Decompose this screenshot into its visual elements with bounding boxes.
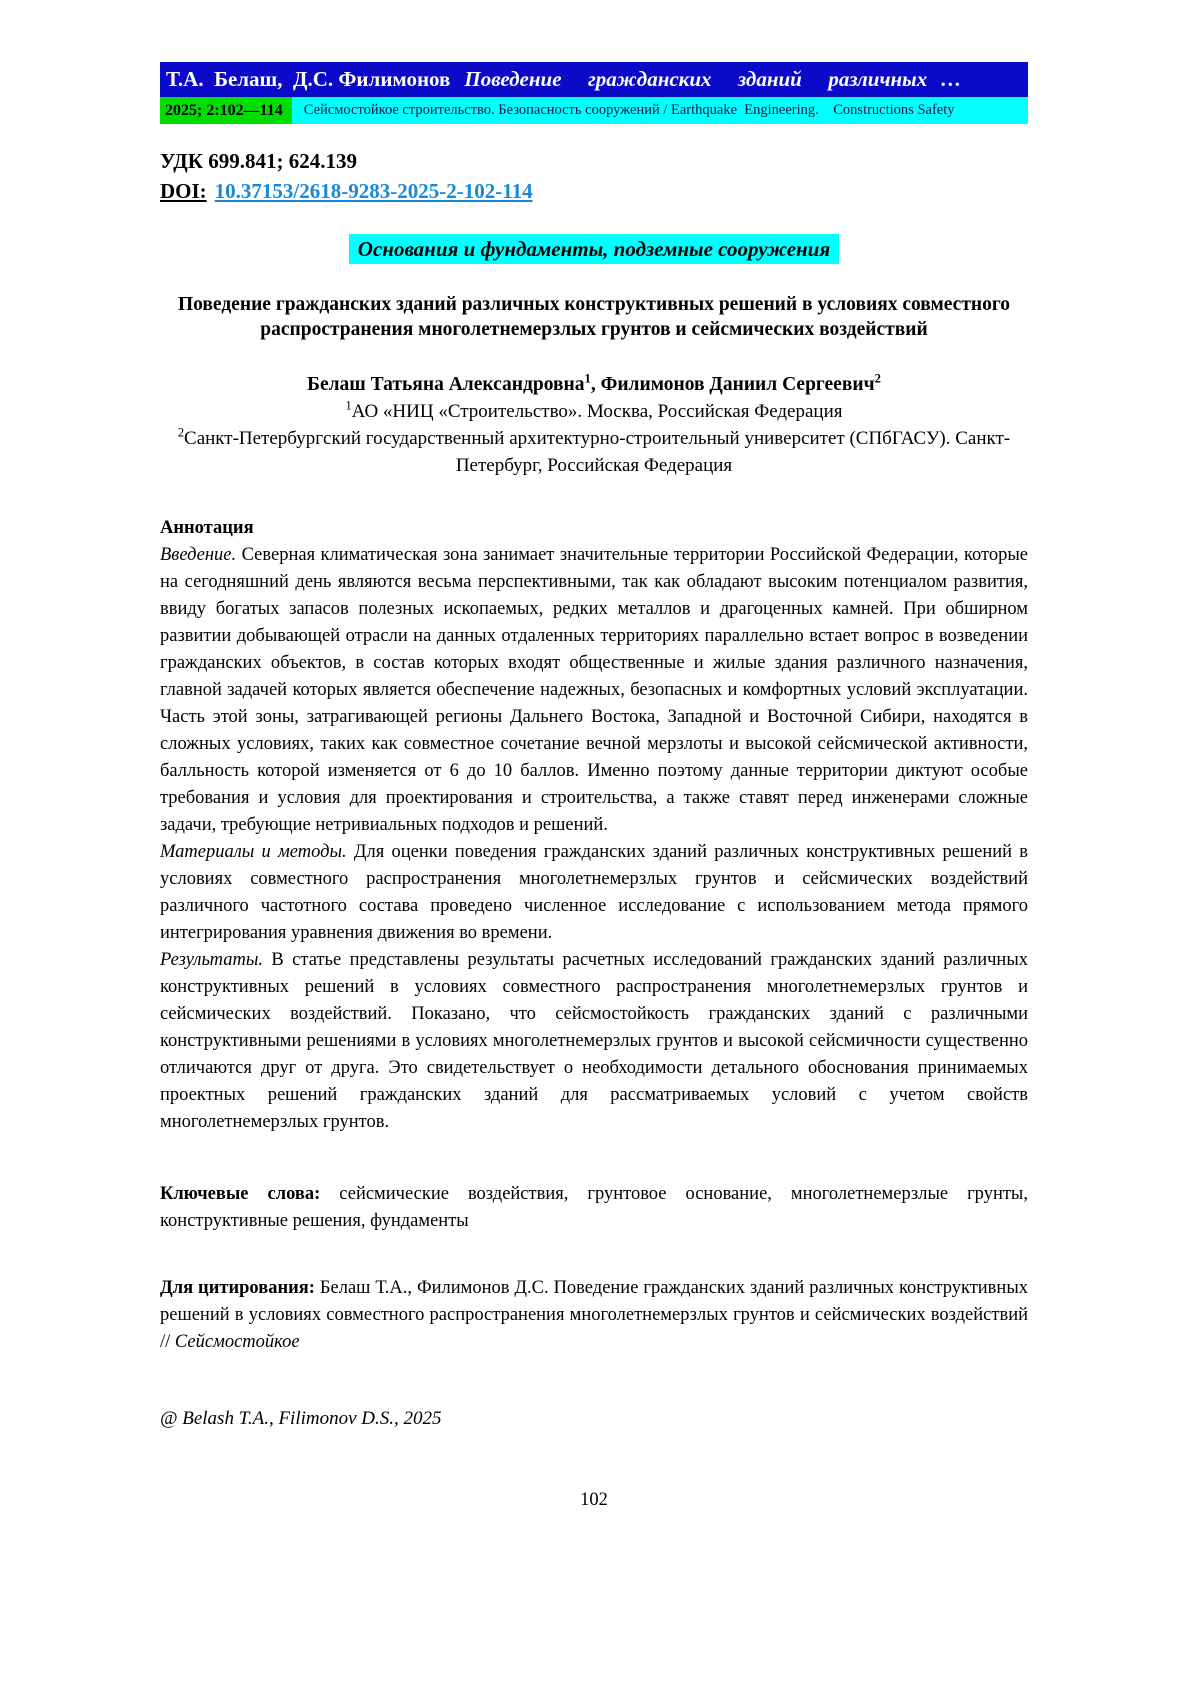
citation-line — [160, 1275, 1028, 1356]
affiliation-1 — [160, 398, 1028, 425]
author-2: Филимонов Даниил Сергеевич — [600, 374, 875, 395]
abstract-results-text: В статье представлены результаты расчетных исследований гражданских зданий различных конструктивных решений в условиях совместного распространения многолетнемерзлых грунтов и сейсмических воздействий. Показано, что сейсмостойкость гражданских зданий с различными конструктивными решениями в условиях многолетнемерзлых грунтов и высокой сейсмичности существенно отличаются друг от друга. Это свидетельствует о необходимости детального обоснования принимаемых проектных решений гражданских зданий для рассматриваемых условий с учетом свойств многолетнемерзлых грунтов. — [160, 950, 1029, 1132]
citation-journal-italic: Сейсмостойкое — [174, 1332, 300, 1352]
abstract-results-label: Результаты. — [160, 950, 263, 970]
keywords-text: сейсмические воздействия, грунтовое основание, многолетнемерзлые грунты, конструктивные решения, фундаменты — [160, 1184, 1028, 1231]
abstract-materials-methods-label: Материалы и методы. — [160, 842, 347, 862]
running-header-blue-band — [160, 62, 1028, 97]
running-header — [160, 62, 1028, 124]
section-heading: Основания и фундаменты, подземные сооружения — [349, 234, 839, 264]
page-content — [160, 62, 1028, 1511]
running-header-title: Поведение гражданских зданий различных … — [464, 67, 962, 91]
abstract-results — [160, 947, 1028, 1136]
doi-label: DOI: — [160, 179, 207, 203]
citation-text: Белаш Т.А., Филимонов Д.С. Поведение гражданских зданий различных конструктивных решений в условиях совместного распространения многолетнемерзлых грунтов и сейсмических воздействий // — [160, 1278, 1028, 1352]
affiliation-2 — [160, 425, 1028, 479]
authors-separator: , — [590, 374, 601, 395]
citation-label: Для цитирования: — [160, 1278, 315, 1298]
abstract-introduction-label: Введение. — [160, 545, 237, 565]
author-1: Белаш Татьяна Александровна — [307, 374, 585, 395]
affiliation-2-superscript: 2 — [177, 425, 185, 440]
affiliation-2-text: Санкт-Петербургский государственный архитектурно-строительный университет (СПбГАСУ). Санкт-Петербург, Российская Федерация — [184, 428, 1011, 476]
running-header-info-band — [160, 97, 1028, 124]
page-number: 102 — [580, 1490, 608, 1510]
journal-name: Сейсмостойкое строительство. Безопасность сооружений / Earthquake Engineering. Constructions Safety — [292, 97, 1028, 124]
doi-link[interactable]: 10.37153/2618-9283-2025-2-102-114 — [214, 179, 533, 203]
keywords-label: Ключевые слова: — [160, 1184, 321, 1204]
copyright-line: @ Belash T.A., Filimonov D.S., 2025 — [160, 1408, 442, 1429]
abstract-materials-methods-text: Для оценки поведения гражданских зданий различных конструктивных решений в условиях совместного распространения многолетнемерзлых грунтов и сейсмических воздействий различного частотного состава проведено численное исследование с использованием метода прямого интегрирования уравнения движения во времени. — [160, 842, 1029, 943]
running-header-authors: Т.А. Белаш, Д.С. Филимонов — [166, 67, 451, 91]
abstract-block — [160, 515, 1028, 1136]
article-title: Поведение гражданских зданий различных конструктивных решений в условиях совместного распространения многолетнемерзлых грунтов и сейсмических воздействий — [177, 294, 1011, 340]
author-1-superscript: 1 — [584, 371, 591, 386]
authors-line — [160, 372, 1028, 398]
keywords-line — [160, 1181, 1028, 1235]
abstract-materials-methods — [160, 839, 1028, 947]
issue-badge: 2025; 2:102—114 — [160, 97, 292, 124]
affiliation-1-text: АО «НИЦ «Строительство». Москва, Российская Федерация — [351, 401, 843, 422]
abstract-introduction-text: Северная климатическая зона занимает значительные территории Российской Федерации, которые на сегодняшний день являются весьма перспективными, так как обладают высоким потенциалом развития, ввиду богатых запасов полезных ископаемых, редких металлов и драгоценных камней. При обширном развитии добывающей отрасли на данных отдаленных территориях параллельно встает вопрос в возведении гражданских объектов, в состав которых входят общественные и жилые здания различного назначения, главной задачей которых является обеспечение надежных, безопасных и комфортных условий эксплуатации. Часть этой зоны, затрагивающей регионы Дальнего Востока, Западной и Восточной Сибири, находятся в сложных условиях, таких как совместное сочетание вечной мерзлоты и высокой сейсмической активности, балльность которой изменяется от 6 до 10 баллов. Именно поэтому данные территории диктуют особые требования и условия для проектирования и строительства, а также ставят перед инженерами сложные задачи, требующие нетривиальных подходов и решений. — [160, 545, 1028, 835]
author-2-superscript: 2 — [874, 371, 881, 386]
section-heading-row — [160, 237, 1028, 262]
doi-row — [160, 177, 1028, 205]
affiliation-1-superscript: 1 — [345, 398, 352, 413]
udk-code: УДК 699.841; 624.139 — [160, 149, 357, 173]
abstract-introduction — [160, 542, 1028, 839]
abstract-heading: Аннотация — [160, 518, 254, 538]
affiliations — [160, 398, 1028, 479]
